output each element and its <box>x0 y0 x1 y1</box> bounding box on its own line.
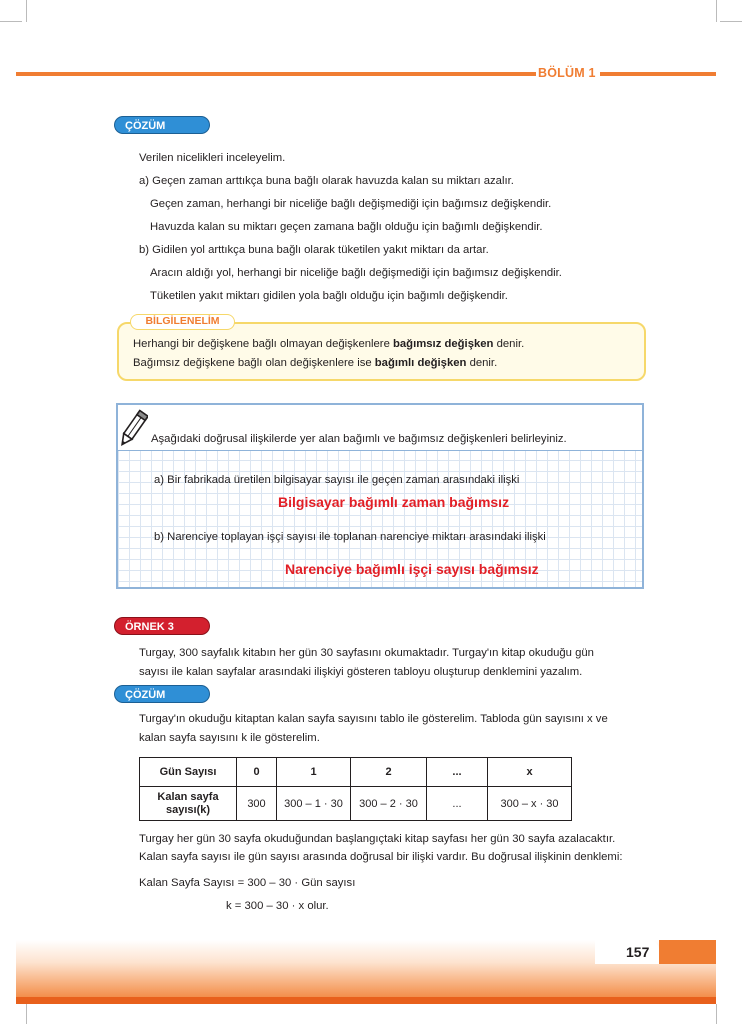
solution-line: Kalan sayfa sayısı ile gün sayısı arasında doğrusal bir ilişki vardır. Bu doğrusal ilişkinin denklemi: <box>139 851 623 863</box>
solution-line: Havuzda kalan su miktarı geçen zamana bağlı olduğu için bağımlı değişkendir. <box>150 221 543 233</box>
solution-line: Turgay'ın okuduğu kitaptan kalan sayfa sayısını tablo ile gösterelim. Tabloda gün sayısını x ve <box>139 713 608 725</box>
table-header-cell: ... <box>427 758 488 787</box>
solution-line: Geçen zaman, herhangi bir niceliğe bağlı değişmediği için bağımsız değişkendir. <box>150 198 552 210</box>
crop-mark <box>26 1004 27 1024</box>
crop-mark <box>720 21 742 22</box>
table-cell: 300 – x · 30 <box>488 787 572 821</box>
answer-a: Bilgisayar bağımlı zaman bağımsız <box>278 494 510 510</box>
info-text: Herhangi bir değişkene bağlı olmayan değişkenlere <box>133 338 393 350</box>
table-row <box>140 787 572 821</box>
header-rule <box>16 72 536 76</box>
solution-line: Tüketilen yakıt miktarı gidilen yola bağlı olduğu için bağımlı değişkendir. <box>150 290 508 302</box>
info-text: denir. <box>493 338 525 350</box>
example-line: Turgay, 300 sayfalık kitabın her gün 30 sayfasını okumaktadır. Turgay'ın kitap okuduğu gün <box>139 647 594 659</box>
exercise-prompt: Aşağıdaki doğrusal ilişkilerde yer alan bağımlı ve bağımsız değişkenleri belirleyiniz. <box>151 433 567 445</box>
table-header-cell: 0 <box>237 758 277 787</box>
equation-line: Kalan Sayfa Sayısı = 300 – 30 · Gün sayısı <box>139 877 356 889</box>
table-header-cell: Gün Sayısı <box>140 758 237 787</box>
header-rule-right <box>600 72 716 76</box>
solution-line: kalan sayfa sayısını k ile gösterelim. <box>139 732 320 744</box>
crop-mark <box>716 0 717 22</box>
crop-mark <box>716 1004 717 1024</box>
footer-strip <box>16 997 716 1004</box>
info-text: Bağımsız değişkene bağlı olan değişkenlere ise <box>133 357 375 369</box>
table-row-label <box>140 787 237 821</box>
solution-line: b) Gidilen yol arttıkça buna bağlı olarak tüketilen yakıt miktarı da artar. <box>139 244 489 256</box>
info-line-1 <box>133 337 524 351</box>
solution-badge: ÇÖZÜM <box>114 116 210 134</box>
page-number: 157 <box>626 944 650 960</box>
row-label-line: Kalan sayfa <box>157 790 219 803</box>
info-label: BİLGİLENELİM <box>130 314 235 330</box>
table-header-cell: x <box>488 758 572 787</box>
table-cell: 300 – 2 · 30 <box>351 787 427 821</box>
table-header-cell: 2 <box>351 758 427 787</box>
table-header-cell: 1 <box>277 758 351 787</box>
table-row <box>140 758 572 787</box>
page-number-tab <box>659 940 716 964</box>
solution-line: Turgay her gün 30 sayfa okuduğundan başlangıçtaki kitap sayfası her gün 30 sayfa azalacaktır. <box>139 833 616 845</box>
info-term: bağımsız değişken <box>393 338 494 350</box>
crop-mark <box>0 21 22 22</box>
solution-line: Verilen nicelikleri inceleyelim. <box>139 152 286 164</box>
crop-mark <box>26 0 27 22</box>
row-label-line: sayısı(k) <box>165 803 211 816</box>
pencil-icon <box>118 408 148 450</box>
example-line: sayısı ile kalan sayfalar arasındaki ilişkiyi gösteren tabloyu oluşturup denklemini yazalım. <box>139 666 583 678</box>
chapter-label: BÖLÜM 1 <box>538 66 596 80</box>
example-badge: ÖRNEK 3 <box>114 617 210 635</box>
table-cell: 300 – 1 · 30 <box>277 787 351 821</box>
answer-b: Narenciye bağımlı işçi sayısı bağımsız <box>285 561 539 577</box>
solution-line: Aracın aldığı yol, herhangi bir niceliğe bağlı değişmediği için bağımsız değişkendir. <box>150 267 562 279</box>
table-cell: ... <box>427 787 488 821</box>
equation-line: k = 300 – 30 · x olur. <box>226 900 329 912</box>
table-cell: 300 <box>237 787 277 821</box>
solution-badge: ÇÖZÜM <box>114 685 210 703</box>
info-term: bağımlı değişken <box>374 357 467 369</box>
solution-line: a) Geçen zaman arttıkça buna bağlı olarak havuzda kalan su miktarı azalır. <box>139 175 514 187</box>
exercise-item-a: a) Bir fabrikada üretilen bilgisayar sayısı ile geçen zaman arasındaki ilişki <box>154 474 520 486</box>
exercise-item-b: b) Narenciye toplayan işçi sayısı ile toplanan narenciye miktarı arasındaki ilişki <box>154 531 546 543</box>
info-box <box>117 322 646 381</box>
info-text: denir. <box>466 357 498 369</box>
info-line-2 <box>133 356 497 370</box>
data-table <box>139 757 572 821</box>
